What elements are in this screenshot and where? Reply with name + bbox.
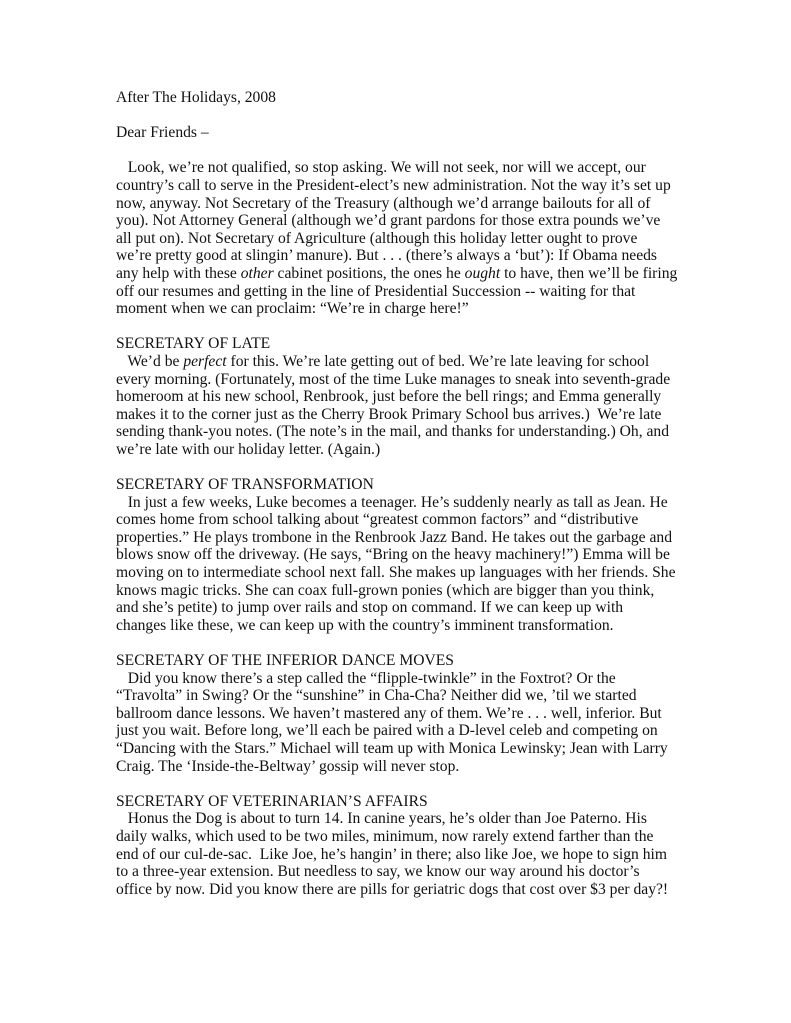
text-run: now, anyway. Not Secretary of the Treasury (although we’d arrange bailouts for all of [116,194,651,212]
text-run: all put on). Not Secretary of Agriculture (although this holiday letter ought to prove [116,229,638,247]
paragraph-line [116,599,716,617]
paragraph-line [116,546,716,564]
text-run: blows snow off the driveway. (He says, “Bring on the heavy machinery!”) Emma will be [116,546,670,564]
italic-text: other [240,264,274,282]
paragraph-line [116,582,716,600]
text-run: just you wait. Before long, we’ll each be paired with a D-level celeb and competing on [116,722,658,740]
text-run: office by now. Did you know there are pills for geriatric dogs that cost over $3 per day?! [116,880,669,898]
paragraph-line [116,511,716,529]
paragraph-line [116,828,716,846]
paragraph-line [116,529,716,547]
text-run: Craig. The ‘Inside-the-Beltway’ gossip will never stop. [116,757,460,775]
text-run: changes like these, we can keep up with the country’s imminent transformation. [116,616,614,634]
intro-paragraph [116,159,716,317]
text-run: Honus the Dog is about to turn 14. In canine years, he’s older than Joe Paterno. His [116,810,647,828]
paragraph-line [116,300,716,318]
text-run: daily walks, which used to be two miles, minimum, now rarely extend farther than the [116,827,654,845]
text-run: homeroom at his new school, Renbrook, just before the bell rings; and Emma generally [116,388,662,406]
text-run: you). Not Attorney General (although we’d grant pardons for those extra pounds we’ve [116,212,661,230]
text-run: to have, then we’ll be firing [500,264,678,282]
paragraph-line [116,353,716,371]
paragraph-line [116,423,716,441]
paragraph-line [116,758,716,776]
letter-section [116,335,716,458]
paragraph-line [116,494,716,512]
paragraph-line [116,846,716,864]
text-run: and she’s petite) to jump over rails and stop on command. If we can keep up with [116,599,624,617]
salutation: Dear Friends – [116,124,209,142]
paragraph-line [116,881,716,899]
letter-section [116,793,716,899]
text-run: to a three-year extension. But needless to say, we know our way around his doctor’s [116,863,640,881]
paragraph-line [116,863,716,881]
text-run: we’re late with our holiday letter. (Again.) [116,440,381,458]
section-heading: SECRETARY OF LATE [116,335,271,353]
letter-page [116,89,716,916]
text-run: “Dancing with the Stars.” Michael will team up with Monica Lewinsky; Jean with Larry [116,739,668,757]
text-run: sending thank-you notes. (The note’s in the mail, and thanks for understanding.) Oh, and [116,423,670,441]
paragraph-line [116,564,716,582]
paragraph-line [116,212,716,230]
paragraph-line [116,406,716,424]
text-run: country’s call to serve in the President-elect’s new administration. Not the way it’s set up [116,176,671,194]
text-run: moment when we can proclaim: “We’re in charge here!” [116,300,469,318]
paragraph-line [116,247,716,265]
text-run: ballroom dance lessons. We haven’t mastered any of them. We’re . . . well, inferior. But [116,704,662,722]
paragraph-line [116,177,716,195]
paragraph-line [116,265,716,283]
section-heading: SECRETARY OF VETERINARIAN’S AFFAIRS [116,792,428,810]
text-run: knows magic tricks. She can coax full-grown ponies (which are bigger than you think, [116,581,655,599]
paragraph-line [116,617,716,635]
text-run: any help with these [116,264,241,282]
paragraph-line [116,810,716,828]
section-heading: SECRETARY OF THE INFERIOR DANCE MOVES [116,652,454,669]
text-run: We’d be [116,352,184,370]
sections-container [116,335,716,898]
text-run: properties.” He plays trombone in the Renbrook Jazz Band. He takes out the garbage and [116,528,672,546]
text-run: comes home from school talking about “greatest common factors” and “distributive [116,511,639,529]
text-run: Look, we’re not qualified, so stop asking. We will not seek, nor will we accept, our [116,159,646,177]
text-run: we’re pretty good at slingin’ manure). But . . . (there’s always a ‘but’): If Obama needs [116,247,657,265]
letter-section [116,476,716,634]
text-run: moving on to intermediate school next fall. She makes up languages with her friends. She [116,564,676,582]
paragraph-line [116,687,716,705]
text-run: end of our cul-de-sac. Like Joe, he’s hangin’ in there; also like Joe, we hope to sign him [116,845,667,863]
text-run: makes it to the corner just as the Cherry Brook Primary School bus arrives.) We’re late [116,405,662,423]
paragraph-line [116,388,716,406]
text-run: In just a few weeks, Luke becomes a teenager. He’s suddenly nearly as tall as Jean. He [116,493,668,511]
italic-text: ought [464,264,501,282]
paragraph-line [116,195,716,213]
paragraph-line [116,705,716,723]
letter-section [116,652,716,775]
text-run: cabinet positions, the ones he [273,264,465,282]
section-heading: SECRETARY OF TRANSFORMATION [116,476,374,494]
text-run: for this. We’re late getting out of bed. We’re late leaving for school [226,352,650,370]
text-run: every morning. (Fortunately, most of the time Luke manages to sneak into seventh-grade [116,370,671,388]
paragraph-line [116,230,716,248]
paragraph-line [116,722,716,740]
paragraph-line [116,159,716,177]
paragraph-line [116,283,716,301]
paragraph-line [116,740,716,758]
italic-text: perfect [183,352,227,370]
paragraph-line [116,670,716,688]
text-run: “Travolta” in Swing? Or the “sunshine” in Cha-Cha? Neither did we, ’til we started [116,687,637,705]
paragraph-line [116,441,716,459]
text-run: off our resumes and getting in the line of Presidential Succession -- waiting for that [116,282,636,300]
paragraph-line [116,371,716,389]
date-line: After The Holidays, 2008 [116,89,276,106]
text-run: Did you know there’s a step called the “flipple-twinkle” in the Foxtrot? Or the [116,669,616,687]
